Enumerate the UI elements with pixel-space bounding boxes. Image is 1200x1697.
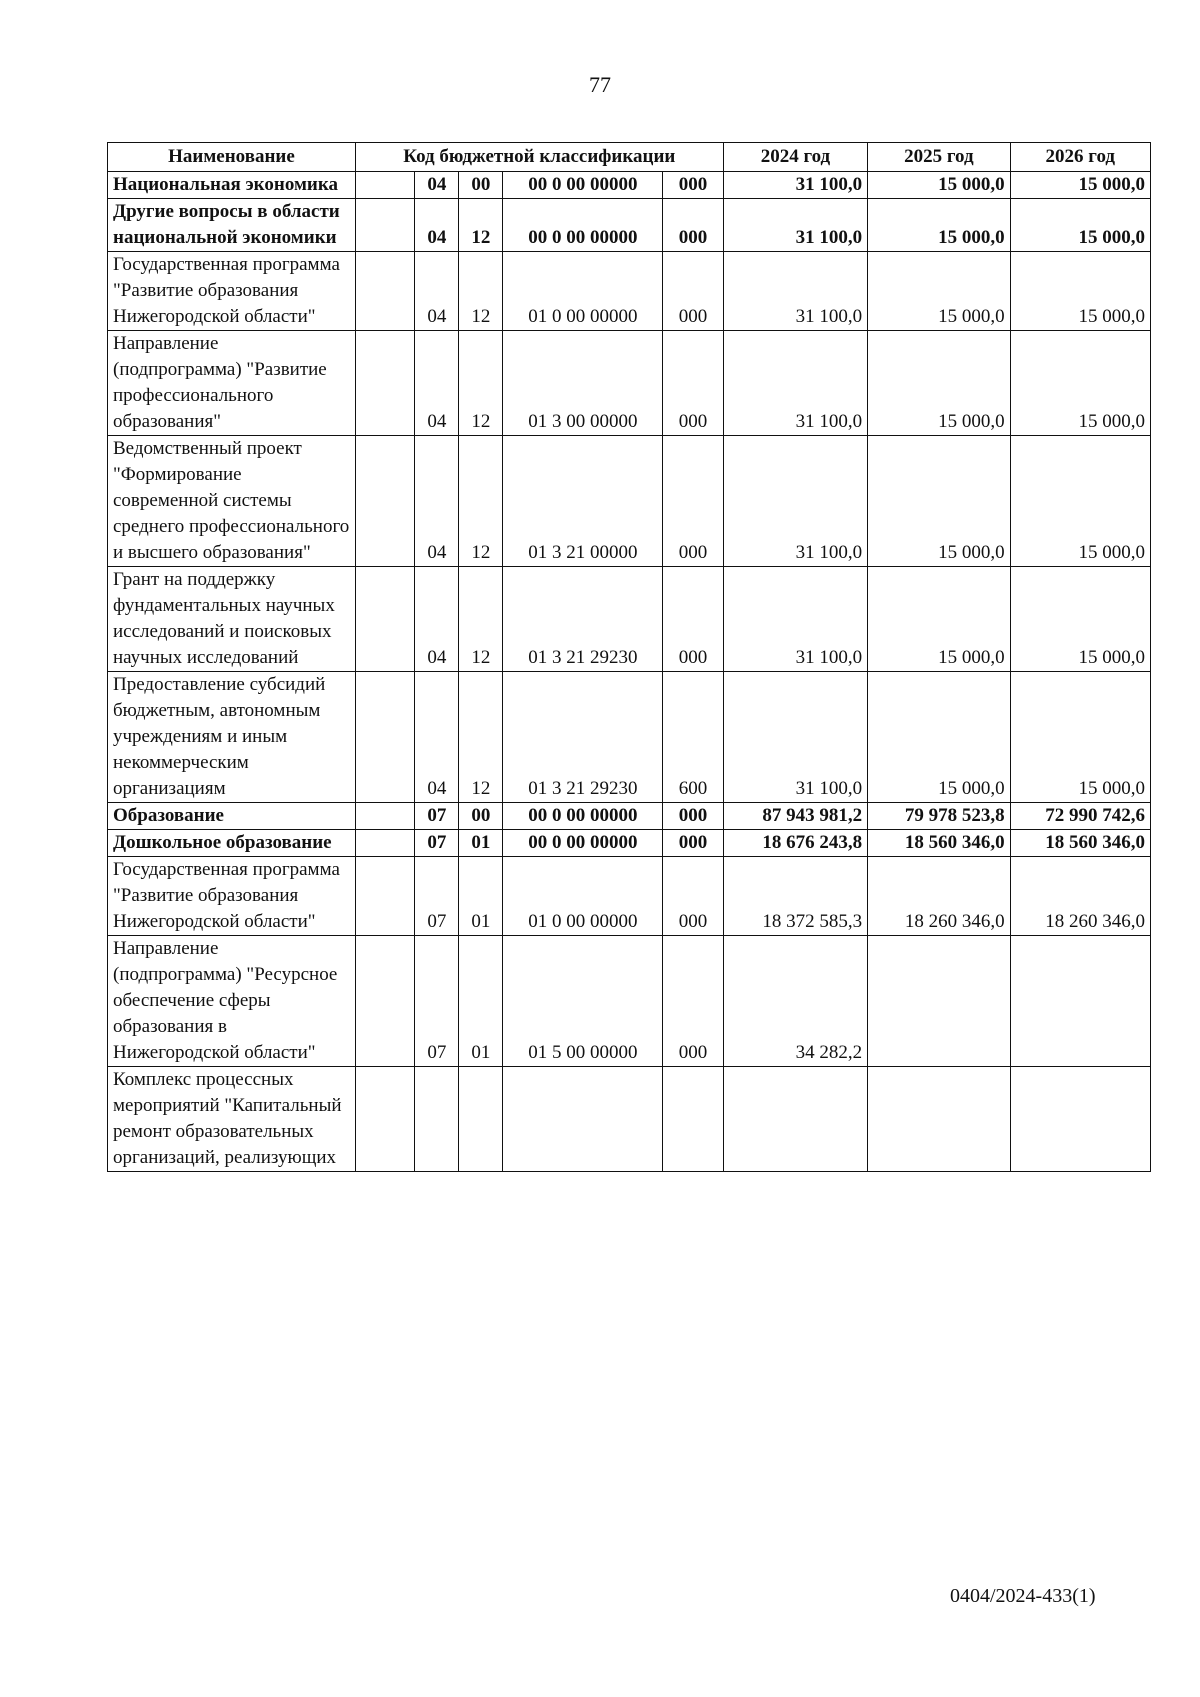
table-header-row [108,143,1151,172]
value-2024: 31 100,0 [723,199,867,252]
value-2025: 15 000,0 [868,331,1010,436]
code-part-1 [355,172,414,199]
table-row [108,436,1151,567]
code-part-1 [355,199,414,252]
code-section: 07 [415,830,459,857]
header-2024: 2024 год [723,143,867,172]
code-target-article: 01 3 00 00000 [503,331,663,436]
value-2026: 18 260 346,0 [1010,857,1150,936]
value-2025: 79 978 523,8 [868,803,1010,830]
value-2026: 18 560 346,0 [1010,830,1150,857]
value-2025: 15 000,0 [868,672,1010,803]
value-2026: 15 000,0 [1010,199,1150,252]
code-section: 07 [415,936,459,1067]
code-expense-type: 000 [663,936,723,1067]
code-expense-type: 000 [663,252,723,331]
row-name: Государственная программа "Развитие образования Нижегородской области" [108,857,356,936]
code-subsection: 12 [459,331,503,436]
code-expense-type [663,1067,723,1172]
code-target-article: 00 0 00 00000 [503,199,663,252]
header-2026: 2026 год [1010,143,1150,172]
value-2026: 15 000,0 [1010,672,1150,803]
code-subsection: 12 [459,672,503,803]
value-2025: 15 000,0 [868,172,1010,199]
row-name: Дошкольное образование [108,830,356,857]
row-name: Национальная экономика [108,172,356,199]
code-subsection [459,1067,503,1172]
code-section: 04 [415,436,459,567]
row-name: Направление (подпрограмма) "Развитие профессионального образования" [108,331,356,436]
value-2025: 18 260 346,0 [868,857,1010,936]
value-2024: 31 100,0 [723,252,867,331]
code-part-1 [355,830,414,857]
value-2024: 31 100,0 [723,567,867,672]
row-name: Образование [108,803,356,830]
code-expense-type: 000 [663,436,723,567]
code-subsection: 12 [459,199,503,252]
code-expense-type: 000 [663,567,723,672]
value-2026 [1010,1067,1150,1172]
value-2024: 31 100,0 [723,436,867,567]
code-section [415,1067,459,1172]
code-part-1 [355,252,414,331]
value-2025: 18 560 346,0 [868,830,1010,857]
code-part-1 [355,803,414,830]
value-2026: 15 000,0 [1010,252,1150,331]
code-section: 04 [415,672,459,803]
code-target-article: 01 0 00 00000 [503,252,663,331]
value-2026: 15 000,0 [1010,331,1150,436]
code-target-article: 01 0 00 00000 [503,857,663,936]
value-2026: 72 990 742,6 [1010,803,1150,830]
row-name: Ведомственный проект "Формирование современной системы среднего профессионального и высшего образования" [108,436,356,567]
table-row [108,936,1151,1067]
code-part-1 [355,857,414,936]
code-subsection: 01 [459,936,503,1067]
row-name: Государственная программа "Развитие образования Нижегородской области" [108,252,356,331]
code-expense-type: 000 [663,172,723,199]
code-subsection: 12 [459,436,503,567]
value-2024 [723,1067,867,1172]
header-2025: 2025 год [868,143,1010,172]
document-id: 0404/2024-433(1) [950,1585,1096,1607]
code-part-1 [355,567,414,672]
value-2024: 31 100,0 [723,331,867,436]
table-row [108,172,1151,199]
code-target-article: 00 0 00 00000 [503,172,663,199]
code-subsection: 12 [459,252,503,331]
header-name: Наименование [108,143,356,172]
value-2024: 34 282,2 [723,936,867,1067]
table-row [108,830,1151,857]
code-target-article: 01 3 21 29230 [503,567,663,672]
value-2025: 15 000,0 [868,436,1010,567]
table-row [108,1067,1151,1172]
table-row [108,331,1151,436]
code-subsection: 01 [459,830,503,857]
code-section: 04 [415,567,459,672]
page-number: 77 [589,72,611,97]
row-name: Комплекс процессных мероприятий "Капитальный ремонт образовательных организаций, реализующих [108,1067,356,1172]
value-2024: 18 372 585,3 [723,857,867,936]
row-name: Направление (подпрограмма) "Ресурсное обеспечение сферы образования в Нижегородской области" [108,936,356,1067]
code-section: 04 [415,172,459,199]
value-2024: 31 100,0 [723,672,867,803]
code-target-article: 01 3 21 00000 [503,436,663,567]
code-subsection: 00 [459,172,503,199]
code-part-1 [355,436,414,567]
code-expense-type: 000 [663,331,723,436]
code-target-article: 00 0 00 00000 [503,830,663,857]
value-2026: 15 000,0 [1010,172,1150,199]
row-name: Грант на поддержку фундаментальных научных исследований и поисковых научных исследований [108,567,356,672]
code-target-article: 01 3 21 29230 [503,672,663,803]
value-2026 [1010,936,1150,1067]
code-target-article: 00 0 00 00000 [503,803,663,830]
code-expense-type: 000 [663,199,723,252]
value-2024: 31 100,0 [723,172,867,199]
value-2024: 18 676 243,8 [723,830,867,857]
table-row [108,567,1151,672]
code-subsection: 01 [459,857,503,936]
table-row [108,252,1151,331]
code-section: 04 [415,331,459,436]
code-target-article: 01 5 00 00000 [503,936,663,1067]
code-expense-type: 000 [663,830,723,857]
value-2025 [868,936,1010,1067]
code-expense-type: 000 [663,857,723,936]
code-part-1 [355,672,414,803]
code-subsection: 12 [459,567,503,672]
code-section: 07 [415,803,459,830]
code-part-1 [355,1067,414,1172]
value-2025: 15 000,0 [868,567,1010,672]
code-part-1 [355,936,414,1067]
header-code: Код бюджетной классификации [355,143,723,172]
code-part-1 [355,331,414,436]
code-expense-type: 600 [663,672,723,803]
code-subsection: 00 [459,803,503,830]
row-name: Другие вопросы в области национальной экономики [108,199,356,252]
code-expense-type: 000 [663,803,723,830]
value-2025: 15 000,0 [868,199,1010,252]
value-2024: 87 943 981,2 [723,803,867,830]
code-section: 04 [415,199,459,252]
code-target-article [503,1067,663,1172]
value-2026: 15 000,0 [1010,436,1150,567]
code-section: 07 [415,857,459,936]
budget-table [107,142,1151,1172]
value-2026: 15 000,0 [1010,567,1150,672]
value-2025: 15 000,0 [868,252,1010,331]
table-row [108,857,1151,936]
code-section: 04 [415,252,459,331]
table-row [108,672,1151,803]
value-2025 [868,1067,1010,1172]
table-row [108,803,1151,830]
table-row [108,199,1151,252]
row-name: Предоставление субсидий бюджетным, автономным учреждениям и иным некоммерческим организациям [108,672,356,803]
